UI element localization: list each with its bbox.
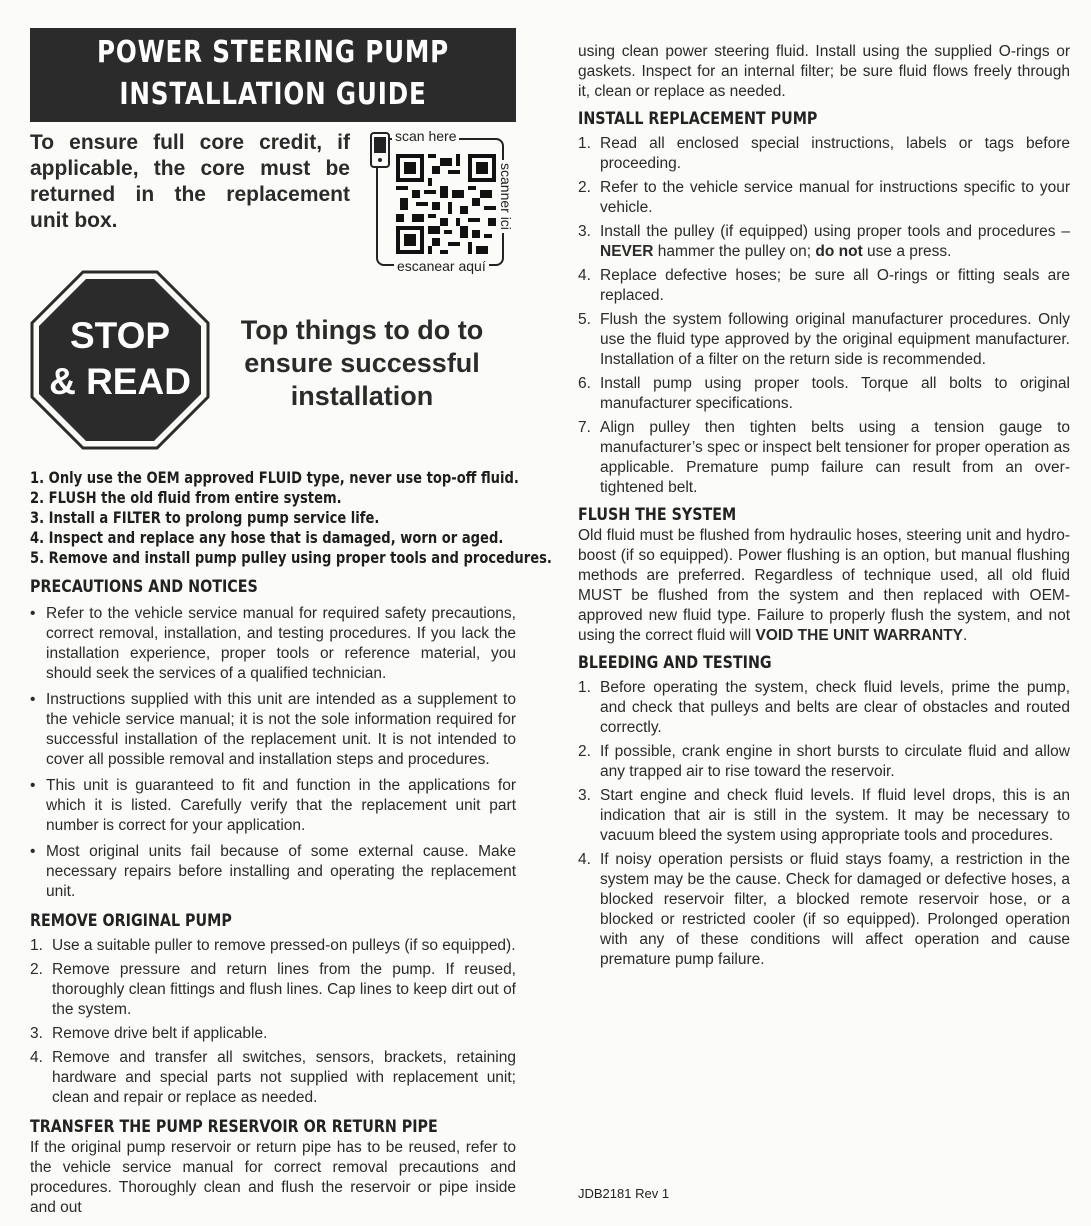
install-item: 5. Flush the system following original manufacturer procedures. Only use the fluid type approved by the original equipment manufacturer. Installation of a filter on the return side is recommended. xyxy=(578,311,1070,368)
install-item: 4. Replace defective hoses; be sure all O-rings or fitting seals are replaced. xyxy=(578,267,1070,304)
core-credit-note: To ensure full core credit, if applicable, the core must be returned in the replacement unit box. xyxy=(30,131,350,232)
bleeding-item: 4. If noisy operation persists or fluid stays foamy, a restriction in the system may be the cause. Check for damaged or defective hoses, a blocked reservoir filter, a blocked remote reservoir hose, or a blocked or restricted cooler (if so equipped). Prolonged operation with any of these conditions will affect operation and cause premature pump failure. xyxy=(578,851,1070,968)
precaution-item: • This unit is guaranteed to fit and function in the applications for which it is listed. Carefully verify that the replacement unit part number is correct for your application. xyxy=(30,776,516,836)
top-item-1: 1. Only use the OEM approved FLUID type, never use top-off fluid. xyxy=(30,468,519,487)
install-heading: INSTALL REPLACEMENT PUMP xyxy=(578,109,818,129)
title-line-1: POWER STEERING PUMP xyxy=(96,35,450,70)
right-column xyxy=(578,42,1070,970)
qr-scan-here-label: scan here xyxy=(392,128,459,144)
precaution-item: • Most original units fail because of some external cause. Make necessary repairs before installing and operating the replacement unit. xyxy=(30,842,516,902)
remove-item: 4. Remove and transfer all switches, sensors, brackets, retaining hardware and special parts not supplied with replacement unit; clean and repair or replace as needed. xyxy=(30,1049,516,1106)
bleeding-item: 2. If possible, crank engine in short bursts to circulate fluid and allow any trapped air to rise toward the reservoir. xyxy=(578,743,1070,780)
transfer-section xyxy=(30,1116,516,1218)
remove-section xyxy=(30,910,516,1108)
phone-icon xyxy=(370,132,390,168)
bleeding-heading: BLEEDING AND TESTING xyxy=(578,653,772,673)
top-things-heading: Top things to do to ensure successful installation xyxy=(240,315,484,411)
left-column xyxy=(30,28,552,1218)
top-five-list xyxy=(30,468,552,568)
title-banner xyxy=(30,28,516,122)
precautions-heading: PRECAUTIONS AND NOTICES xyxy=(30,577,258,597)
install-item: 2. Refer to the vehicle service manual for instructions specific to your vehicle. xyxy=(578,179,1070,216)
precautions-section xyxy=(30,576,516,902)
qr-block xyxy=(370,128,518,276)
document-code: JDB2181 Rev 1 xyxy=(578,1186,670,1201)
flush-heading: FLUSH THE SYSTEM xyxy=(578,505,737,525)
qr-scanner-ici-label: scanner ici xyxy=(498,160,514,233)
install-item: 7. Align pulley then tighten belts using a tension gauge to manufacturer’s spec or inspect belt tensioner for proper operation as applicable. Premature pump failure can result from an over-tightened belt. xyxy=(578,419,1070,496)
top-item-5: 5. Remove and install pump pulley using proper tools and procedures. xyxy=(30,548,552,567)
bleeding-item: 3. Start engine and check fluid levels. If fluid level drops, this is an indication that air is still in the system. It may be necessary to vacuum bleed the system using appropriate tools and procedures. xyxy=(578,787,1070,844)
stop-sign-line-2: & READ xyxy=(49,361,191,402)
precaution-item: • Instructions supplied with this unit are intended as a supplement to the vehicle service manual; it is not the sole information required for successful installation of the replacement unit. It is not intended to cover all possible removal and installation steps and procedures. xyxy=(30,690,516,770)
install-item: 1. Read all enclosed special instructions, labels or tags before proceeding. xyxy=(578,135,1070,172)
remove-heading: REMOVE ORIGINAL PUMP xyxy=(30,911,232,931)
core-credit-row xyxy=(30,122,516,274)
transfer-heading: TRANSFER THE PUMP RESERVOIR OR RETURN PIPE xyxy=(30,1117,438,1137)
install-section xyxy=(578,108,1070,498)
qr-escanear-label: escanear aquí xyxy=(394,258,489,274)
top-item-3: 3. Install a FILTER to prolong pump service life. xyxy=(30,508,380,527)
bleeding-section xyxy=(578,652,1070,970)
flush-text: Old fluid must be flushed from hydraulic hoses, steering unit and hydro-boost (if so equipped). Power flushing is an option, but manual flushing methods are preferred. Regardless of technique used, all old fluid MUST be flushed from the system and then replaced with OEM-approved new fluid type. Failure to properly flush the system, and not using the correct fluid will VOID THE UNIT WARRANTY. xyxy=(578,527,1070,644)
remove-item: 1. Use a suitable puller to remove pressed-on pulleys (if so equipped). xyxy=(30,937,516,954)
install-item: 3. Install the pulley (if equipped) using proper tools and procedures – NEVER hammer the pulley on; do not use a press. xyxy=(578,223,1070,260)
title-line-2: INSTALLATION GUIDE xyxy=(119,77,427,112)
stop-sign-line-1: STOP xyxy=(69,315,171,356)
remove-item: 3. Remove drive belt if applicable. xyxy=(30,1025,268,1042)
install-item: 6. Install pump using proper tools. Torque all bolts to original manufacturer specifications. xyxy=(578,375,1070,412)
flush-section xyxy=(578,504,1070,646)
top-item-4: 4. Inspect and replace any hose that is damaged, worn or aged. xyxy=(30,528,504,547)
bleeding-item: 1. Before operating the system, check fluid levels, prime the pump, and check that pulleys and belts are clear of obstacles and routed correctly. xyxy=(578,679,1070,736)
transfer-text-continued: using clean power steering fluid. Install using the supplied O-rings or gaskets. Inspect for an internal filter; be sure fluid flows freely through it, clean or replace as needed. xyxy=(578,43,1070,100)
transfer-text: If the original pump reservoir or return pipe has to be reused, refer to the vehicle service manual for correct removal precautions and procedures. Thoroughly clean and flush the reservoir or pipe inside and out xyxy=(30,1139,516,1216)
top-item-2: 2. FLUSH the old fluid from entire system. xyxy=(30,488,342,507)
precaution-item: • Refer to the vehicle service manual for required safety precautions, correct removal, installation, and testing procedures. If you lack the installation experience, proper tools or reference material, you should seek the services of a qualified technician. xyxy=(30,604,516,684)
stop-sign-icon xyxy=(30,270,210,450)
stop-row xyxy=(30,270,516,466)
qr-code-icon[interactable] xyxy=(396,154,496,254)
remove-item: 2. Remove pressure and return lines from the pump. If reused, thoroughly clean fittings and flush lines. Cap lines to keep dirt out of the system. xyxy=(30,961,516,1018)
